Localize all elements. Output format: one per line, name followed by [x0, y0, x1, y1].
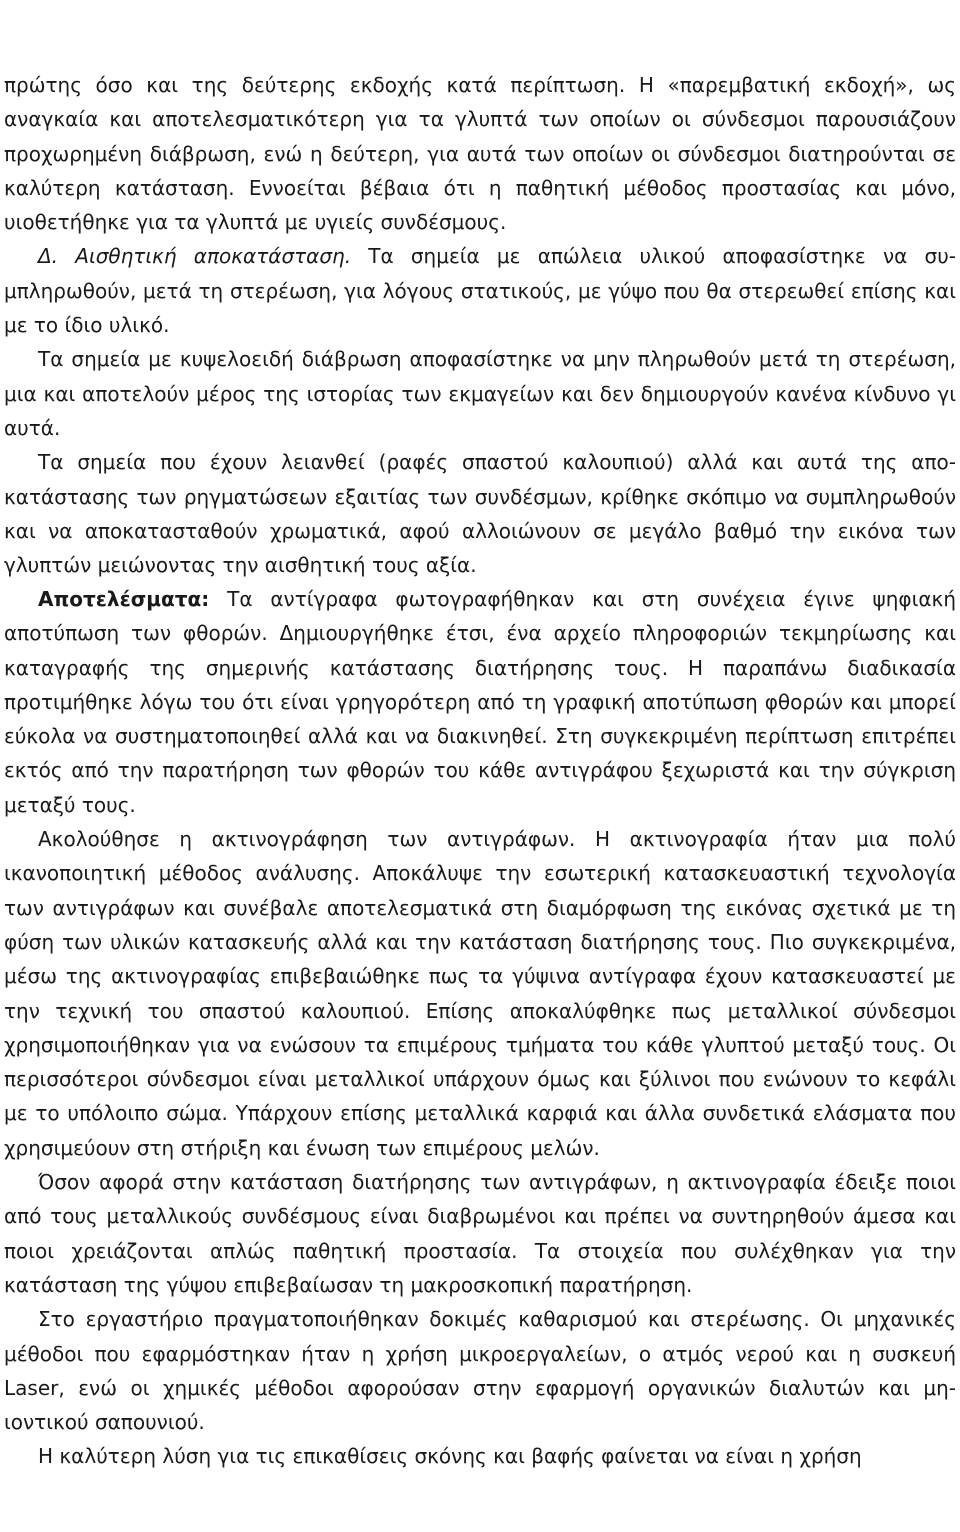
paragraph-honeycomb-corrosion: Τα σημεία με κυψελοειδή διάβρωση αποφασίστηκε να μην πληρωθούν μετά τη στερέωση, μια και αποτελούν μέρος της ιστορίας των εκμαγείων και δεν δημιουργούν κανένα κίνδυνο γι αυτά. [4, 347, 956, 440]
paragraph-preservation-state: Όσον αφορά στην κατάσταση διατήρησης των αντιγράφων, η ακτινογραφία έδειξε ποιοι από τους μεταλλικούς συνδέσμους είναι διαβρωμένοι και πρέπει να συντηρηθούν άμεσα και ποιοι χρειάζονται απλώς παθητική προστασία. Τα στοιχεία που συλέχθηκαν για την κατάσταση της γύψου επιβεβαίωσαν τη μακροσκοπική παρατήρηση. [4, 1170, 956, 1297]
section-heading-aesthetic-restoration: Δ. Αισθητική αποκατάσταση. [38, 244, 352, 269]
paragraph-smoothed-areas: Τα σημεία που έχουν λειανθεί (ραφές σπαστού καλουπιού) αλλά και αυτά της αποκατάστασης των ρηγματώσεων εξαιτίας των συνδέσμων, κρίθηκε σκόπιμο να συμπληρωθούν και να αποκατασταθούν χρωματικά, αφού αλλοιώνουν σε μεγάλο βαθμό την εικόνα των γλυπτών μειώνοντας την αισθητική τους αξία. [4, 450, 956, 578]
paragraph-radiography: Ακολούθησε η ακτινογράφηση των αντιγράφων. Η ακτινογραφία ήταν μια πολύ ικανοποιητική μέθοδος ανάλυσης. Αποκάλυψε την εσωτερική κατασκευαστική τεχνολογία των αντιγράφων και συνέβαλε αποτελεσματικά στη διαμόρφωση της εικόνας σχετικά με τη φύση των υλικών κατασκευής αλλά και την κατάσταση διατήρησης τους. Πιο συγκεκριμένα, μέσω της ακτινογραφίας επιβεβαιώθηκε πως τα γύψινα αντίγραφα έχουν κατασκευαστεί με την τεχνική του σπαστού καλουπιού. Επίσης αποκαλύφθηκε πως μεταλλικοί σύνδεσμοι χρησιμοποιήθηκαν για να ενώσουν τα επιμέρους τμήματα του κάθε γλυπτού μεταξύ τους. Οι περισσότεροι σύνδεσμοι είναι μεταλλικοί υπάρχουν όμως και ξύλινοι που ενώνουν το κεφάλι με το υπόλοιπο σώμα. Υπάρχουν επίσης μεταλλικά καρφιά και άλλα συνδετικά ελάσματα που χρησιμεύουν στη στήριξη και ένωση των επιμέρους μελών. [4, 827, 956, 1160]
text-block-upper [4, 68, 956, 582]
paragraph-results [4, 582, 956, 822]
paragraph-continuation: πρώτης όσο και της δεύτερης εκδοχής κατά περίπτωση. Η «παρεμβατική εκδοχή», ως αναγκαία και αποτελεσματικότερη για τα γλυπτά των οποίων οι σύνδεσμοι παρουσιάζουν προχωρημένη διάβρωση, ενώ η δεύτερη, για αυτά των οποίων οι σύνδεσμοι διατηρούνται σε καλύτερη κατάσταση. Εννοείται βέβαια ότι η παθητική μέθοδος προστασίας και μόνο, υιοθετήθηκε για τα γλυπτά με υγιείς συνδέσμους. [4, 73, 956, 235]
paragraph-aesthetic-restoration-text: Τα σημεία με απώλεια υλικού αποφασίστηκε να συμπληρωθούν, μετά τη στερέωση, για λόγους στατικούς, με γύψο που θα στερεωθεί επίσης και με το ίδιο υλικό. [4, 244, 956, 338]
paragraph-aesthetic-restoration [4, 239, 956, 342]
paragraph-lab-tests: Στο εργαστήριο πραγματοποιήθηκαν δοκιμές καθαρισμού και στερέωσης. Οι μηχανικές μέθοδοι που εφαρμόστηκαν ήταν η χρήση μικροεργαλείων, ο ατμός νερού και η συσκευή Laser, ενώ οι χημικές μέθοδοι αφορούσαν στην εφαρμογή οργανικών διαλυτών και μη-ιοντικού σαπουνιού. [4, 1307, 956, 1435]
paragraph-best-solution: Η καλύτερη λύση για τις επικαθίσεις σκόνης και βαφής φαίνεται να είναι η χρήση [38, 1444, 862, 1469]
text-block-lower [4, 582, 956, 1474]
section-heading-results: Αποτελέσματα: [38, 587, 210, 611]
paragraph-results-text: Τα αντίγραφα φωτογραφήθηκαν και στη συνέχεια έγινε ψηφιακή αποτύπωση των φθορών. Δημιουργήθηκε έτσι, ένα αρχείο πληροφοριών τεκμηρίωσης και καταγραφής της σημερινής κατάστασης διατήρησης τους. Η παραπάνω διαδικασία προτιμήθηκε λόγω του ότι είναι γρηγορότερη από τη γραφική αποτύπωση φθορών και μπορεί εύκολα να συστηματοποιηθεί αλλά και να διακινηθεί. Στη συγκεκριμένη περίπτωση επιτρέπει εκτός από την παρατήρηση των φθορών του κάθε αντιγράφου ξεχωριστά και την σύγκριση μεταξύ τους. [4, 587, 956, 817]
